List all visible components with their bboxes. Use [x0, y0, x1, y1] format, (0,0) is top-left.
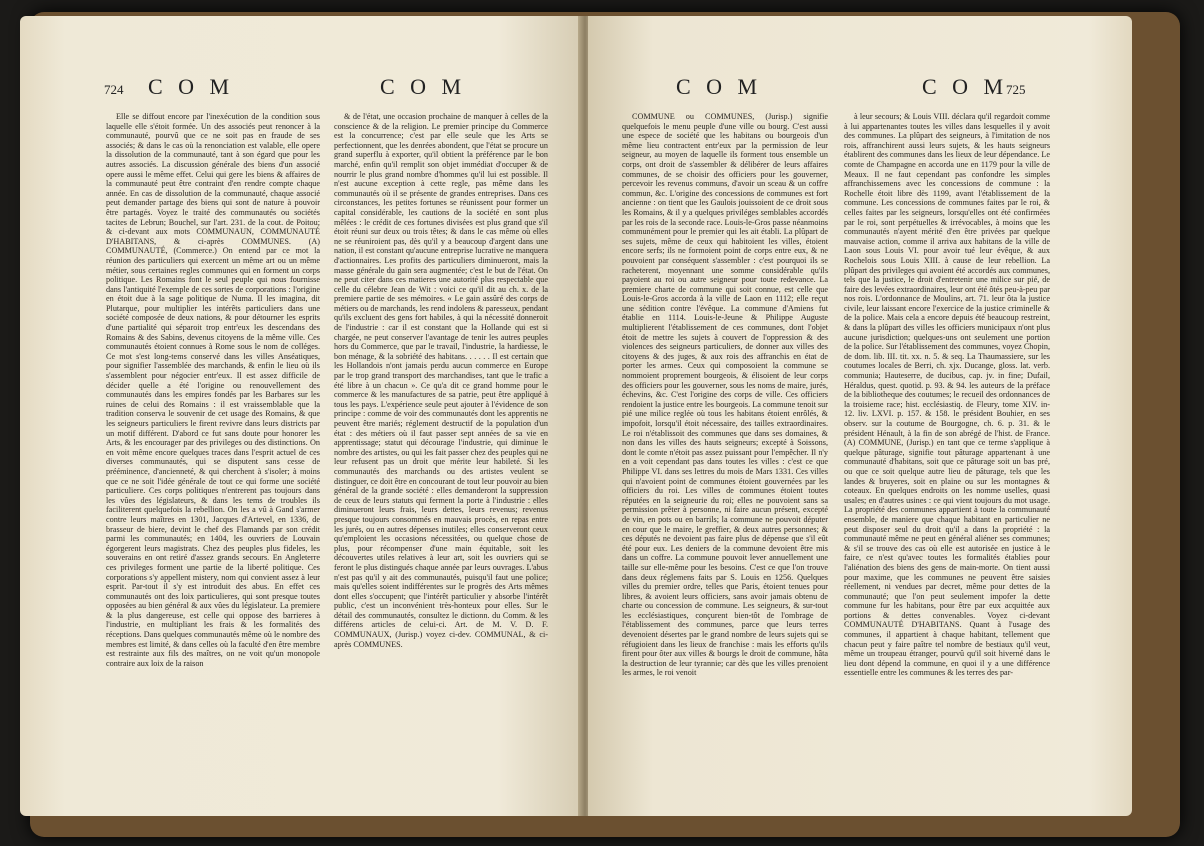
right-head-word-1: C O M	[676, 74, 763, 99]
left-page-number: 724	[104, 82, 124, 97]
right-column-1-text: COMMUNE ou COMMUNES, (Jurisp.) signifie quelquefois le menu peuple d'une ville ou bourg. C'est aussi une espece de société que les habitans ou bourgeois d'un même lieu contractent entr'eux par la permission de leur seigneur, au moyen de laquelle ils forment tous ensemble un corps, ont droit de s'assembler & délibérer de leurs affaires communes, de se choisir des officiers pour les gouverner, percevoir les revenus communs, d'avoir un sceau & un coffre commun, &c. L'origine des concessions de communes est fort ancienne : on tient que les Gaulois jouissoient de ce droit sous les Romains, & il y a quelques priviléges semblables accordés par les rois de la seconde race. Louis-le-Gros passe néanmoins communément pour le premier qui les ait établi. La plûpart de ses sujets, même de ceux qui habitoient les villes, étoient encore serfs; ils ne formoient point de corps entre eux, & ne pouvoient par conséquent s'assembler : c'est pourquoi ils se racheterent, moyennant une somme considérable qu'ils payoient au roi ou autre seigneur pour toute redevance. La premiere charte de commune qui soit connue, est celle que Louis-le-Gros accorda à la ville de Laon en 1112; elle reçut une sédition contre l'évêque. La commune d'Amiens fut établie en 1114. Louis-le-Jeune & Philippe Auguste multiplierent l'établissement de ces communes, dont l'objet étoit de mettre les sujets à couvert de l'oppression & des violences des seigneurs particuliers, de donner aux villes des citoyens & des juges, & aux rois des affranchis en état de porter les armes. Ceux qui composoient la commune se nommoient proprement bourgeois, & élisoient de leur corps des officiers pour les gouverner, sous les noms de maire, jurés, échevins, &c. C'est l'origine des corps de ville. Ces officiers rendoient la justice entre les bourgeois. La commune tenoit sur pié une milice reglée où tous les habitans étoient enrôlés, & impofoit, lorsqu'il étoit nécessaire, des tailles extraordinaires. Le roi n'établissoit des communes que dans ses domaines, & non dans les villes des hauts seigneurs; excepté à Soissons, dont le comte n'étoit pas assez puissant pour l'empêcher. Il n'y en a voit cependant pas dans toutes les villes : c'est ce que Philippe VI. dans ses lettres du mois de Mars 1331. Ces villes qui n'avoient point de communes étoient gouvernées par les officiers du roi. Les villes de communes étoient toutes réputées en la seigneurie du roi; elles ne pouvoient sans sa permission prêter à personne, ni faire aucun présent, excepté de vin, en pots ou en barrils; la commune ne pouvoit députer en cour que le maire, le greffier, & deux autres personnes; & ces députés ne devoient pas faire plus de dépense que s'il eût été pour eux. Les deniers de la commune devoient être mis dans un coffre. La commune pouvoit lever annuellement une taille sur elle-même pour les besoins. C'est ce que l'on trouve dans deux réglemens faits par S. Louis en 1256. Quelques villes du premier ordre, telles que Paris, étoient tenues pour libres, & avoient leurs officiers, sans avoir jamais obtenu de charte ou concession de commune. Les seigneurs, & sur-tout les ecclésiastiques, conçurent bien-tôt de l'ombrage de l'établissement des communes, parce que leurs terres devenoient désertes par le grand nombre de leurs sujets qui se réfugioient dans les lieux de franchise : mais les efforts qu'ils firent pour ôter aux villes & bourgs le droit de commune, hâta la destruction de leur tyrannie; car dès que les villes prenoient les armes, le roi venoit	[622, 112, 828, 678]
left-column-1	[106, 112, 320, 802]
right-column-2-text: à leur secours; & Louis VIII. déclara qu'il regardoit comme à lui appartenantes toutes les villes dans lesquelles il y avoit des communes. La plûpart des seigneurs, à l'imitation de nos rois, affranchirent aussi leurs sujets, & les hauts seigneurs établirent des communes dans les lieux de leur dépendance. Le comte de Champagne en accorda une en 1179 pour la ville de Meaux. Il ne faut cependant pas confondre les simples affranchissemens avec les concessions de commune : la Rochelle étoit libre dès 1199, avant l'établissement de la commune. Les concessions de communes faites par le roi, & celles faites par les seigneurs, lorsqu'elles ont été confirmées par le roi, sont perpétuelles & irrévocables, à moins que les communautés n'ayent mérité d'en être privées par quelque mauvaise action, comme il arriva aux habitans de la ville de Laon sous Louis VI. pour avoir tué leur évêque, & aux Rochelois sous Louis XIII. à cause de leur rebellion. La plûpart des privileges qui avoient été accordés aux communes, tels que la justice, le droit d'entretenir une milice sur pié, de faire des levées extraordinaires, leur ont été ôtés peu-à-peu par nos rois. L'ordonnance de Moulins, art. 71. leur ôta la justice civile, leur laissant encore l'exercice de la justice criminelle & de la police. Mais cela a encore depuis été beaucoup restreint, & dans la plûpart des villes les officiers municipaux n'ont plus aucune jurisdiction; quelques-uns ont seulement une portion de la police. Sur l'établissement des communes, voyez Chopin, de dom. lib. III. tit. xx. n. 5. & seq. La Thaumassiere, sur les coutumes locales de Berri, ch. xjx. Ducange, gloss. lat. verb. communia; Hauteserre, de ducibus, cap. jv. in fine; Dufail, Héraldus, quest. quotid. p. 93. & 94. les auteurs de la préface de la bibliotheque des coutumes; le recueil des ordonnances de la troisieme race; hist. ecclésiastiq. de Fleury, tome XIV. in-12. liv. LXVI. p. 157. & 158. le président Bouhier, en ses observ. sur la coutume de Bourgogne, ch. 6. p. 31. & le président Hénault, à la fin de son abrégé de l'hist. de France. (A) COMMUNE, (Jurisp.) en tant que ce terme s'applique à quelque pâturage, signifie tout pâturage appartenant à une communauté d'habitans, soit que ce pâturage soit un bas pré, ou que ce soit quelque autre lieu de pâturage, tels que les landes & bruyeres, soit en plaine ou sur les montagnes & coteaux. En quelques endroits on les nomme uselles, quasi usales; en d'autres usines : ce qui vient toujours du mot usage. La propriété des communes appartient à toute la communauté ensemble, de maniere que chaque habitant en particulier ne peut disposer seul du droit qu'il a dans la propriété : la communauté même ne peut en général aliéner ses communes; & s'il se trouve des cas où elle est autorisée en justice à le faire, ce n'est qu'avec toutes les formalités établies pour l'aliénation des biens des gens de main-morte. On tient aussi pour maxime, que les communes ne peuvent être saisies réellement, ni vendues par decret, même pour dettes de la communauté; que l'on peut seulement impofer la dette commune fur les habitans, pour être par eux acquittée aux portions & dettes convenables. Voyez ci-devant COMMUNAUTÉ D'HABITANS. Quant à l'usage des communes, il appartient à chaque habitant, tellement que chacun peut y faire paître tel nombre de bestiaux qu'il veut, même un troupeau étranger, pourvû qu'il soit hiverné dans le lieu dont dépend la commune, en quoi il y a une différence essentielle entre les communes & les terres des par-	[844, 112, 1050, 678]
right-page	[588, 16, 1132, 816]
right-head-word-2: C O M	[922, 74, 1009, 99]
right-running-head	[588, 74, 1132, 104]
left-column-2	[334, 112, 548, 802]
left-column-1-text: Elle se diffout encore par l'inexécution de la condition sous laquelle elle s'étoit formée. Un des associés peut renoncer à la communauté, pourvû que ce ne soit pas en fraude de ses associés; & dans le cas où la renonciation est valable, elle opere la dissolution de la communauté, tant à son égard que pour les autres associés. La discussion générale des biens d'un associé opere aussi le même effet. Celui qui gere les biens & affaires de la communauté peut être contraint d'en rendre compte chaque année. En cas de dissolution de la communauté, chaque associé peut demander partage des biens qui sont de nature à pouvoir être partagés. Voyez le traité des communautés ou sociétés tacites de Lebrun; Bouchel, sur l'art. 231. de la cout. de Poitou; & ci-devant aux mots COMMUNAUN, COMMUNAUTÉ D'HABITANS, & ci-après COMMUNES. (A) COMMUNAUTÉ, (Commerce.) On entend par ce mot la réunion des particuliers qui exercent un même art ou un même métier, sous certaines regles communes qui en forment un corps politique. Les Romains font le seul peuple qui nous fournisse dans l'antiquité l'exemple de ces sortes de corporations : l'origine en étoit due à la sage politique de Numa. Il les imagina, dit Plutarque, pour multiplier les intérêts particuliers dans une société composée de deux nations, & pour détourner les esprits d'une partialité qui séparoit trop entr'eux les descendans des Romains & des Sabins, devenus citoyens de la même ville. Ces communautés étoient connues à Rome sous le nom de colléges. Ce mot s'est long-tems conservé dans les villes Anséatiques, pour signifier l'assemblée des marchands, & enfin le lieu où ils s'assemblent pour négocier entr'eux. Il est assez difficile de décider quelle a été l'origine ou renouvellement des communautés dans les empires fondés par les Barbares sur les ruines de celui des Romains : il est vraissemblable que la tradition conserva le souvenir de cet usage des Romains, & que les seigneurs particuliers le firent revivre dans leurs districts par un motif différent. D'abord ce fut sans doute pour honorer les Arts, & les encourager par des privileges ou des distinctions. On en voit même encore quelques traces dans l'esprit actuel de ces diverses communautés, qui se disputent sans cesse de prééminence, d'ancienneté, & qui cherchent à s'isoler; à moins que ce ne soit l'idée générale de tout ce qui forme une société particuliere. Ces corps politiques n'entrerent pas toujours dans les vûes des législateurs, & dans les tems de troubles ils faciliterent quelquefois la rebellion. On les a vû à Gand s'armer contre leurs maîtres en 1301, Jacques d'Artevel, en 1336, de brasseur de biere, devint le chef des Flamands par son crédit parmi les communautés; en 1404, les ouvriers de Louvain égorgerent leurs magistrats. Chez des peuples plus fideles, les souverains en ont retiré d'assez grands secours. En Angleterre ces privileges forment une partie de la liberté politique. Ces corporations s'y appellent mistery, nom qui convient assez à leur esprit. Par-tout il s'y est introduit des abus. En effet ces communautés ont des loix particulieres, qui sont presque toutes opposées au bien général & aux vûes du législateur. La premiere & la plus dangereuse, est celle qui oppose des barrieres à l'industrie, en multipliant les frais & les formalités des réceptions. Dans quelques communautés même où le nombre des membres est limité, & dans celles où la faculté d'en être membre est restrainte aux fils des maîtres, on ne voit qu'un monopole contraire aux loix de la raison	[106, 112, 320, 668]
left-column-2-text: & de l'état, une occasion prochaine de manquer à celles de la conscience & de la religion. Le premier principe du Commerce est la concurrence; c'est par elle seule que les Arts se perfectionnent, que les denrées abondent, que l'état se procure un grand superflu à exporter, qu'il obtient la préférence par le bon marché, enfin qu'il remplit son objet immédiat d'occuper & de nourrir le plus grand nombre d'hommes qu'il lui est possible. Il n'est aucune exception à cette regle, pas même dans les communautés où il se présente de grandes entreprises. Dans ces circonstances, les petites fortunes se réunissent pour former un capital considérable, les cautions de la société en sont plus mêlées : le crédit de ces fortunes divisées est plus grand que s'il étoit réuni sur deux ou trois têtes; & dans le cas même où elles ne se réuniroient pas, dès qu'il y a beaucoup d'argent dans une nation, il est constant qu'aucune entreprise lucrative ne manquera d'actionnaires. Les profits des particuliers diminueront, mais la masse générale du gain sera augmentée; c'est le but de l'état. On ne peut citer dans ces matieres une autorité plus respectable que celle du célebre Jean de Wit : voici ce qu'il dit au ch. x. de la premiere partie de ses mémoires. « Le gain assûré des corps de métiers ou de marchands, les rend indolens & paresseux, pendant qu'ils excluent des gens fort habiles, à qui la nécessité donneroit de l'industrie : car il est constant que la Hollande qui est si chargée, ne peut conserver l'avantage de tenir les autres peuples hors du Commerce, que par le travail, l'industrie, la hardiesse, le bon ménage, & la sobriété des habitans. . . . . . Il est certain que les Hollandois n'ont jamais perdu aucun commerce en Europe par le trop grand transport des marchandises, tant que le trafic a été libre à un chacun ». Ce qu'a dit ce grand homme pour le commerce & les manufactures de sa patrie, peut être appliqué à tous les pays. L'expérience seule peut ajouter à l'évidence de son principe : comme de voir des communautés dont les apprentis ne peuvent être mariés; réglement destructif de la population d'un état : des métiers où il faut passer sept années de sa vie en apprentissage; statut qui décourage l'industrie, qui diminue le nombre des artistes, ou qui les fait passer chez des peuples qui ne leur refusent pas un droit que mérite leur habileté. Si les communautés des marchands ou des artistes veulent se distinguer, ce doit être en concourant de tout leur pouvoir au bien général de la grande société : elles demanderont la suppression de ceux de leurs statuts qui ferment la porte à l'industrie : elles diminueront leurs frais, leurs dettes, leurs revenus; revenus presque toujours consommés en mauvais procès, en repas entre les jurés, ou en autres dépenses inutiles; elles conserveront ceux qu'emploient les occasions nécessitées, ou quelque chose de plus, pour récompenser d'une main équitable, soit les découvertes utiles relatives à leur art, soit les ouvriers qui se feront le plus distingués chaque année par leurs ouvrages. L'abus n'est pas qu'il y ait des communautés, puisqu'il faut une police; mais qu'elles soient indifférentes sur le progrès des Arts mêmes dont elles s'occupent; que l'intérêt particulier y absorbe l'intérêt public, c'est un inconvénient très-honteux pour elles. Sur le détail des communautés, consultez le dictionn. du Comm. & les différens articles de celui-ci. Art. de M. V. D. F. COMMUNAUX, (Jurisp.) voyez ci-dev. COMMUNAL, & ci-après COMMUNES.	[334, 112, 548, 649]
right-column-2	[844, 112, 1050, 802]
right-page-number: 725	[1006, 82, 1026, 97]
left-head-word-2: C O M	[380, 74, 467, 99]
left-page	[20, 16, 582, 816]
left-head-word-1: C O M	[148, 74, 235, 99]
right-column-1	[622, 112, 828, 802]
left-running-head	[20, 74, 582, 104]
